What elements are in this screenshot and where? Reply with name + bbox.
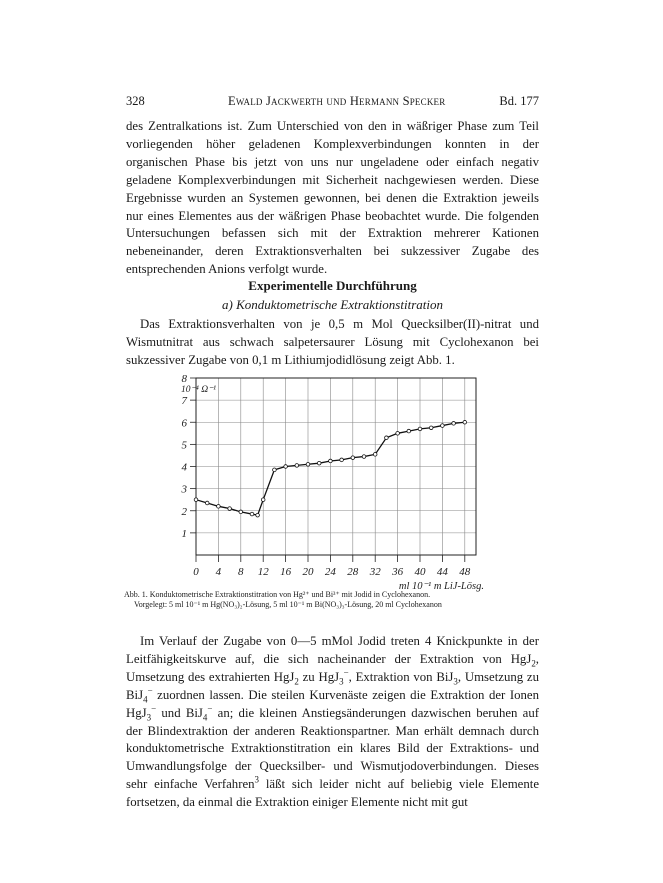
x-tick-label: 28	[347, 566, 359, 578]
subscript: 4	[202, 712, 208, 723]
text-span: , Umsetzung des extrahierten HgJ	[126, 651, 539, 684]
data-point	[261, 498, 265, 502]
x-tick-label: 40	[414, 566, 426, 578]
y-tick-label: 4	[181, 461, 187, 474]
text-span: und BiJ	[156, 705, 203, 720]
x-axis-label: ml 10⁻¹ m LiJ-Lösg.	[398, 581, 484, 592]
data-point	[194, 498, 198, 502]
text-span: Im Verlauf der Zugabe von 0—5 mMol Jodid treten 4 Knickpunkte in der Leitfähigkeitskurve auf, die sich nacheinander der Extraktion von HgJ	[126, 634, 539, 666]
subscript: 2	[531, 658, 536, 669]
data-point	[228, 507, 232, 511]
section-title: Experimentelle Durchführung	[248, 278, 417, 293]
data-point	[273, 468, 277, 472]
y-tick-label: 2	[181, 505, 187, 518]
data-point	[205, 501, 209, 505]
data-point	[362, 455, 366, 459]
subsection-title: a) Konduktometrische Extraktionstitration	[222, 297, 443, 312]
text-span: zuordnen lassen. Die steilen Kurvenäste zeigen die Extraktion der Ionen HgJ	[126, 687, 539, 720]
superscript: −	[207, 703, 213, 714]
footnote-ref: 3	[254, 774, 260, 785]
text-span: an; die kleinen Anstiegsänderungen dazwischen beruhen auf der Blindextraktion der anderen Reaktionspartner. Man erhält demnach durch konduktometrische Extraktionstitration ein klares Bild der Extraktions- und Umwandlungsfolge der Quecksilber- und Wismutjodoverbindungen. Dieses sehr einfache Verfahren	[126, 705, 539, 792]
x-tick-label: 44	[436, 566, 448, 578]
method-paragraph: Das Extraktionsverhalten von je 0,5 m Mol Quecksilber(II)-nitrat und Wismutnitrat aus schwach salpetersaurer Lösung mit Cyclohexanon bei sukzessiver Zugabe von 0,1 m Lithiumjodidlösung zeigt Abb. 1.	[126, 317, 539, 367]
subscript: 3	[339, 676, 344, 687]
x-tick-label: 32	[369, 566, 381, 578]
data-point	[306, 462, 310, 466]
y-axis-label: 10⁻⁴ Ω⁻¹	[181, 385, 216, 395]
superscript: −	[147, 685, 153, 696]
y-tick-label: 6	[181, 417, 187, 430]
data-point	[441, 424, 445, 428]
data-point	[373, 453, 377, 457]
data-point	[351, 456, 355, 460]
y-tick-label: 5	[181, 439, 187, 452]
text-span: läßt sich leider nicht auf beliebig viele Elemente fortsetzen, da einmal die Extraktion einiger Elemente nicht mit gut	[126, 777, 539, 810]
figure-caption	[124, 590, 542, 610]
x-tick-label: 20	[302, 566, 314, 578]
data-point	[396, 432, 400, 436]
data-point	[295, 464, 299, 468]
intro-paragraph: des Zentralkations ist. Zum Unterschied von den in wäßriger Phase zum Teil vorliegenden höher geladenen Komplexverbindungen konnten in der organischen Phase bis jetzt von uns nur ungeladene oder einfach negativ geladene Komplexverbindungen mit Sicherheit nachgewiesen werden. Diese Ergebnisse wurden an Systemen gewonnen, bei denen die Extraktion jeweils nur eines Elementes aus der wäßrigen Phase beobachtet wurde. Die folgenden Untersuchungen befassen sich mit der Extraktion mehrerer Kationen nebeneinander, deren Extraktionsverhalten bei sukzessiver Zugabe des entsprechenden Anions verfolgt wurde.	[126, 119, 539, 277]
page-number: 328	[126, 94, 145, 108]
caption-line-1: Abb. 1. Konduktometrische Extraktionstitration von Hg²⁺ und Bi³⁺ mit Jodid in Cyclohexanon.	[124, 590, 431, 599]
data-point	[217, 505, 221, 509]
x-tick-label: 48	[459, 566, 471, 578]
data-point	[452, 422, 456, 426]
x-tick-label: 8	[238, 566, 244, 578]
subscript: 3	[146, 712, 152, 723]
data-point	[385, 436, 389, 440]
data-point	[239, 510, 243, 514]
data-point	[256, 513, 260, 517]
x-tick-label: 24	[324, 566, 336, 578]
data-point	[340, 458, 344, 462]
data-point	[317, 461, 321, 465]
y-tick-label: 3	[181, 483, 187, 496]
data-point	[329, 459, 333, 463]
volume-label: Bd. 177	[499, 94, 539, 108]
running-title: Ewald Jackwerth und Hermann Specker	[228, 94, 446, 108]
y-tick-label: 7	[181, 395, 187, 408]
x-tick-label: 0	[193, 566, 199, 578]
x-tick-label: 36	[392, 566, 404, 578]
caption-line-2: Vorgelegt: 5 ml 10⁻¹ m Hg(NO₃)₂-Lösung, 5 ml 10⁻¹ m Bi(NO₃)₃-Lösung, 20 ml Cyclohexanon	[134, 600, 442, 609]
y-tick-label: 1	[181, 527, 187, 540]
x-tick-label: 16	[280, 566, 292, 578]
subscript: 4	[143, 694, 148, 705]
y-tick-label: 8	[181, 373, 187, 385]
subscript: 2	[294, 676, 299, 687]
data-point	[407, 429, 411, 433]
text-span: , Umsetzung zu BiJ	[126, 669, 539, 702]
data-point	[284, 465, 288, 469]
superscript: −	[151, 703, 157, 714]
x-tick-label: 12	[257, 566, 269, 578]
text-span: , Extraktion von BiJ	[348, 669, 454, 684]
text-span: zu HgJ	[298, 669, 340, 684]
x-tick-label: 4	[215, 566, 222, 578]
data-point	[418, 427, 422, 431]
data-point	[250, 512, 254, 516]
discussion-paragraph	[126, 633, 539, 812]
superscript: −	[343, 667, 349, 678]
subscript: 3	[453, 676, 458, 687]
data-point	[429, 426, 433, 430]
data-point	[463, 420, 467, 424]
